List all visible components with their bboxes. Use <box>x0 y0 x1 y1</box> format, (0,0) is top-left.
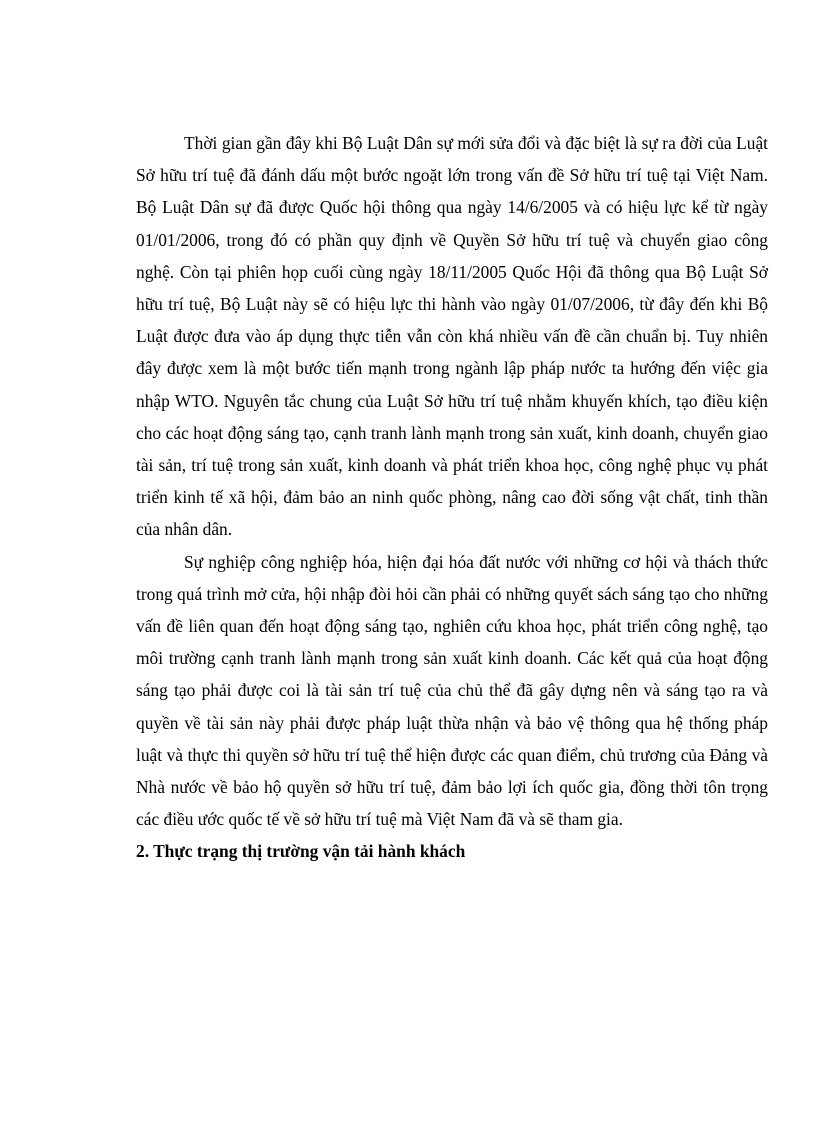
body-paragraph-2: Sự nghiệp công nghiệp hóa, hiện đại hóa đất nước với những cơ hội và thách thức trong quá trình mở cửa, hội nhập đòi hỏi cần phải có những quyết sách sáng tạo cho những vấn đề liên quan đến hoạt động sáng tạo, nghiên cứu khoa học, phát triển công nghệ, tạo môi trường cạnh tranh lành mạnh trong sản xuất kinh doanh. Các kết quả của hoạt động sáng tạo phải được coi là tài sản trí tuệ của chủ thể đã gây dựng nên và sáng tạo ra và quyền về tài sản này phải được pháp luật thừa nhận và bảo vệ thông qua hệ thống pháp luật và thực thi quyền sở hữu trí tuệ thể hiện được các quan điểm, chủ trương của Đảng và Nhà nước về bảo hộ quyền sở hữu trí tuệ, đảm bảo lợi ích quốc gia, đồng thời tôn trọng các điều ước quốc tế về sở hữu trí tuệ mà Việt Nam đã và sẽ tham gia. <box>136 551 768 830</box>
document-page <box>136 127 768 868</box>
body-paragraph-1: Thời gian gần đây khi Bộ Luật Dân sự mới sửa đổi và đặc biệt là sự ra đời của Luật Sở hữu trí tuệ đã đánh dấu một bước ngoặt lớn trong vấn đề Sở hữu trí tuệ tại Việt Nam. Bộ Luật Dân sự đã được Quốc hội thông qua ngày 14/6/2005 và có hiệu lực kể từ ngày 01/01/2006, trong đó có phần quy định về Quyền Sở hữu trí tuệ và chuyển giao công nghệ. Còn tại phiên họp cuối cùng ngày 18/11/2005 Quốc Hội đã thông qua Bộ Luật Sở hữu trí tuệ, Bộ Luật này sẽ có hiệu lực thi hành vào ngày 01/07/2006, từ đây đến khi Bộ Luật được đưa vào áp dụng thực tiễn vẫn còn khá nhiều vấn đề cần chuẩn bị. Tuy nhiên đây được xem là một bước tiến mạnh trong ngành lập pháp nước ta hướng đến việc gia nhập WTO. Nguyên tắc chung của Luật Sở hữu trí tuệ nhằm khuyến khích, tạo điều kiện cho các hoạt động sáng tạo, cạnh tranh lành mạnh trong sản xuất, kinh doanh, chuyển giao tài sản, trí tuệ trong sản xuất, kinh doanh và phát triển khoa học, công nghệ phục vụ phát triển kinh tế xã hội, đảm bảo an ninh quốc phòng, nâng cao đời sống vật chất, tinh thần của nhân dân. <box>136 133 768 540</box>
section-heading: 2. Thực trạng thị trường vận tải hành khách <box>136 841 466 862</box>
